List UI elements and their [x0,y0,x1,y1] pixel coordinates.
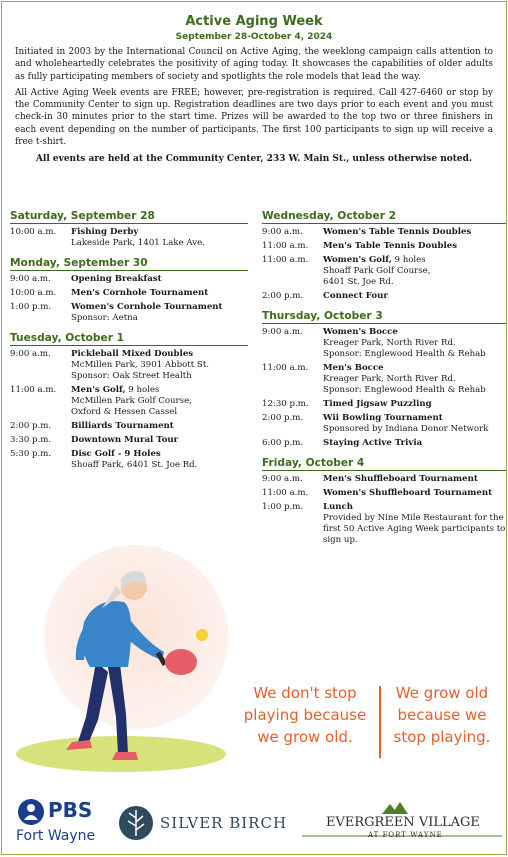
day-heading: Friday, October 4 [262,457,506,471]
event-row [262,488,506,499]
event-time: 2:00 p.m. [262,413,304,423]
silver-birch-logo [118,804,298,844]
event-name [323,227,506,238]
evergreen-subtitle: AT FORT WAYNE [368,831,443,839]
event-name-text: Opening Breakfast [71,274,162,284]
event-name-text: Men's Cornhole Tournament [71,288,209,298]
event-detail: Provided by Nine Mile Restaurant for the first 50 Active Aging Week participants to sign up. [323,513,506,545]
event-name-text: Women's Table Tennis Doubles [323,227,472,237]
event-description [71,421,248,432]
pbs-fort-wayne-logo [14,798,106,848]
pickleball-player-illustration [16,542,236,782]
event-time: 3:30 p.m. [10,435,52,445]
event-name [71,274,248,285]
event-time: 11:00 a.m. [262,488,309,498]
event-row [10,435,248,446]
event-description [323,399,506,410]
quote-divider [379,686,381,758]
day-wednesday [262,210,506,302]
event-name [323,438,506,449]
event-description [323,413,506,435]
quote-left: We don't stop playing because we grow old. [243,684,367,746]
event-name-text: Women's Shuffleboard Tournament [323,488,493,498]
event-description [323,327,506,360]
event-detail: Sponsor: Oak Street Health [71,371,192,381]
event-detail: Kreager Park, North River Rd. [323,338,456,348]
day-heading: Thursday, October 3 [262,310,506,324]
event-description [323,474,506,485]
event-detail: Sponsor: Englewood Health & Rehab [323,385,486,395]
day-saturday [10,210,248,249]
day-heading: Tuesday, October 1 [10,332,248,346]
location-note: All events are held at the Community Center, 233 W. Main St., unless otherwise noted. [35,154,473,165]
event-detail: 6401 St. Joe Rd. [323,277,394,287]
event-name-text: Disc Golf - 9 Holes [71,449,161,459]
event-time: 5:30 p.m. [10,449,52,459]
event-name [71,302,248,313]
event-row [262,399,506,410]
event-name [71,449,248,460]
event-detail: Sponsor: Aetna [71,313,138,323]
event-description [71,274,248,285]
event-row [262,241,506,252]
event-name-text: Men's Golf, [71,385,126,395]
event-name-text: Men's Table Tennis Doubles [323,241,458,251]
day-thursday [262,310,506,449]
event-name [323,363,506,374]
event-time: 11:00 a.m. [262,255,309,265]
event-time: 11:00 a.m. [262,363,309,373]
event-detail: McMillen Park, 3901 Abbott St. [71,360,210,370]
evergreen-wordmark: EVERGREEN VILLAGE [326,815,480,830]
event-name [71,421,248,432]
event-row [262,227,506,238]
event-time: 9:00 a.m. [262,474,303,484]
event-row [10,349,248,382]
event-detail: Oxford & Hessen Cassel [71,407,178,417]
event-name [71,288,248,299]
event-name-text: Women's Cornhole Tournament [71,302,223,312]
event-name-text: Women's Golf, [323,255,392,265]
event-name-text: Connect Four [323,291,388,301]
event-row [10,302,248,324]
event-description [323,488,506,499]
day-heading: Wednesday, October 2 [262,210,506,224]
event-description [71,302,248,324]
event-row [10,421,248,432]
event-name-text: Billiards Tournament [71,421,174,431]
event-time: 12:30 p.m. [262,399,309,409]
day-monday [10,257,248,324]
event-time: 10:00 a.m. [10,288,57,298]
event-time: 11:00 a.m. [262,241,309,251]
event-time: 11:00 a.m. [10,385,57,395]
event-row [262,255,506,288]
event-time: 9:00 a.m. [10,274,51,284]
event-row [262,438,506,449]
event-dates: September 28-October 4, 2024 [175,32,333,42]
event-detail: Kreager Park, North River Rd. [323,374,456,384]
event-name-text: Timed Jigsaw Puzzling [323,399,432,409]
event-name-text: Fishing Derby [71,227,139,237]
pbs-wordmark: PBS [48,798,93,822]
event-name-text: Pickleball Mixed Doubles [71,349,194,359]
event-name [71,435,248,446]
event-detail: Shoaff Park, 6401 St. Joe Rd. [71,460,198,470]
event-row [262,502,506,546]
event-description [71,385,248,418]
schedule-left-column [10,210,248,479]
event-description [323,291,506,302]
event-name [71,385,248,396]
event-name-suffix: 9 holes [125,385,160,395]
event-time: 2:00 p.m. [10,421,52,431]
event-row [262,327,506,360]
event-name [323,474,506,485]
event-description [71,449,248,471]
event-time: 10:00 a.m. [10,227,57,237]
event-row [10,288,248,299]
event-time: 1:00 p.m. [262,502,304,512]
event-time: 9:00 a.m. [262,327,303,337]
silver-birch-wordmark: SILVER BIRCH [160,814,288,832]
event-time: 6:00 p.m. [262,438,304,448]
evergreen-village-logo [302,800,502,844]
event-description [71,435,248,446]
event-description [323,241,506,252]
event-detail: Shoaff Park Golf Course, [323,266,431,276]
day-heading: Saturday, September 28 [10,210,248,224]
event-description [323,438,506,449]
event-row [262,363,506,396]
event-name [323,502,506,513]
event-name [323,291,506,302]
event-row [262,291,506,302]
event-name-text: Downtown Mural Tour [71,435,179,445]
event-name [71,227,248,238]
event-name-text: Men's Bocce [323,363,384,373]
event-name [323,255,506,266]
sponsor-logos [2,792,508,852]
flyer [1,1,507,855]
event-description [323,255,506,288]
event-row [10,385,248,418]
event-name [323,413,506,424]
event-name [323,488,506,499]
page-title: Active Aging Week [185,14,323,29]
event-row [262,474,506,485]
event-description [71,349,248,382]
event-row [10,227,248,249]
event-detail: Sponsored by Indiana Donor Network [323,424,489,434]
schedule-right-column [262,210,506,554]
event-detail: Sponsor: Englewood Health & Rehab [323,349,486,359]
event-name-suffix: 9 holes [391,255,426,265]
event-row [10,274,248,285]
event-name [323,241,506,252]
event-row [262,413,506,435]
event-detail: Lakeside Park, 1401 Lake Ave. [71,238,205,248]
event-description [323,502,506,546]
intro-paragraph-2: All Active Aging Week events are FREE; however, pre-registration is required. Call 427-6460 or stop by the Community Center to sign up. Registration deadlines are two days prior to each event and you must check-in 30 minutes prior to the start time. Prizes will be awarded to the top two or three finishers in each event depending on the number of participants. The first 100 participants to sign up will receive a free t-shirt. [15,87,493,148]
event-name-text: Lunch [323,502,354,512]
event-name-text: Wii Bowling Tournament [323,413,443,423]
event-time: 1:00 p.m. [10,302,52,312]
event-name-text: Men's Shuffleboard Tournament [323,474,478,484]
quotes-section [240,682,502,762]
intro-section [2,46,506,166]
pbs-subtitle: Fort Wayne [16,828,96,844]
event-name [323,399,506,410]
event-name-text: Staying Active Trivia [323,438,423,448]
event-name [323,327,506,338]
event-time: 9:00 a.m. [10,349,51,359]
tree-icon [118,804,154,842]
event-description [71,227,248,249]
event-name [71,349,248,360]
event-time: 2:00 p.m. [262,291,304,301]
intro-paragraph-1: Initiated in 2003 by the International Council on Active Aging, the weeklong campaign calls attention to and wholeheartedly celebrates the positivity of aging today. It showcases the capabilities of older adults as fully participating members of society and spotlights the role models that lead the way. [15,47,493,82]
day-tuesday [10,332,248,471]
day-friday [262,457,506,546]
event-description [323,363,506,396]
day-heading: Monday, September 30 [10,257,248,271]
quote-right: We grow old because we stop playing. [393,684,491,746]
event-name-text: Women's Bocce [323,327,398,337]
event-description [71,288,248,299]
event-time: 9:00 a.m. [262,227,303,237]
event-row [10,449,248,471]
event-detail: McMillen Park Golf Course, [71,396,192,406]
event-description [323,227,506,238]
